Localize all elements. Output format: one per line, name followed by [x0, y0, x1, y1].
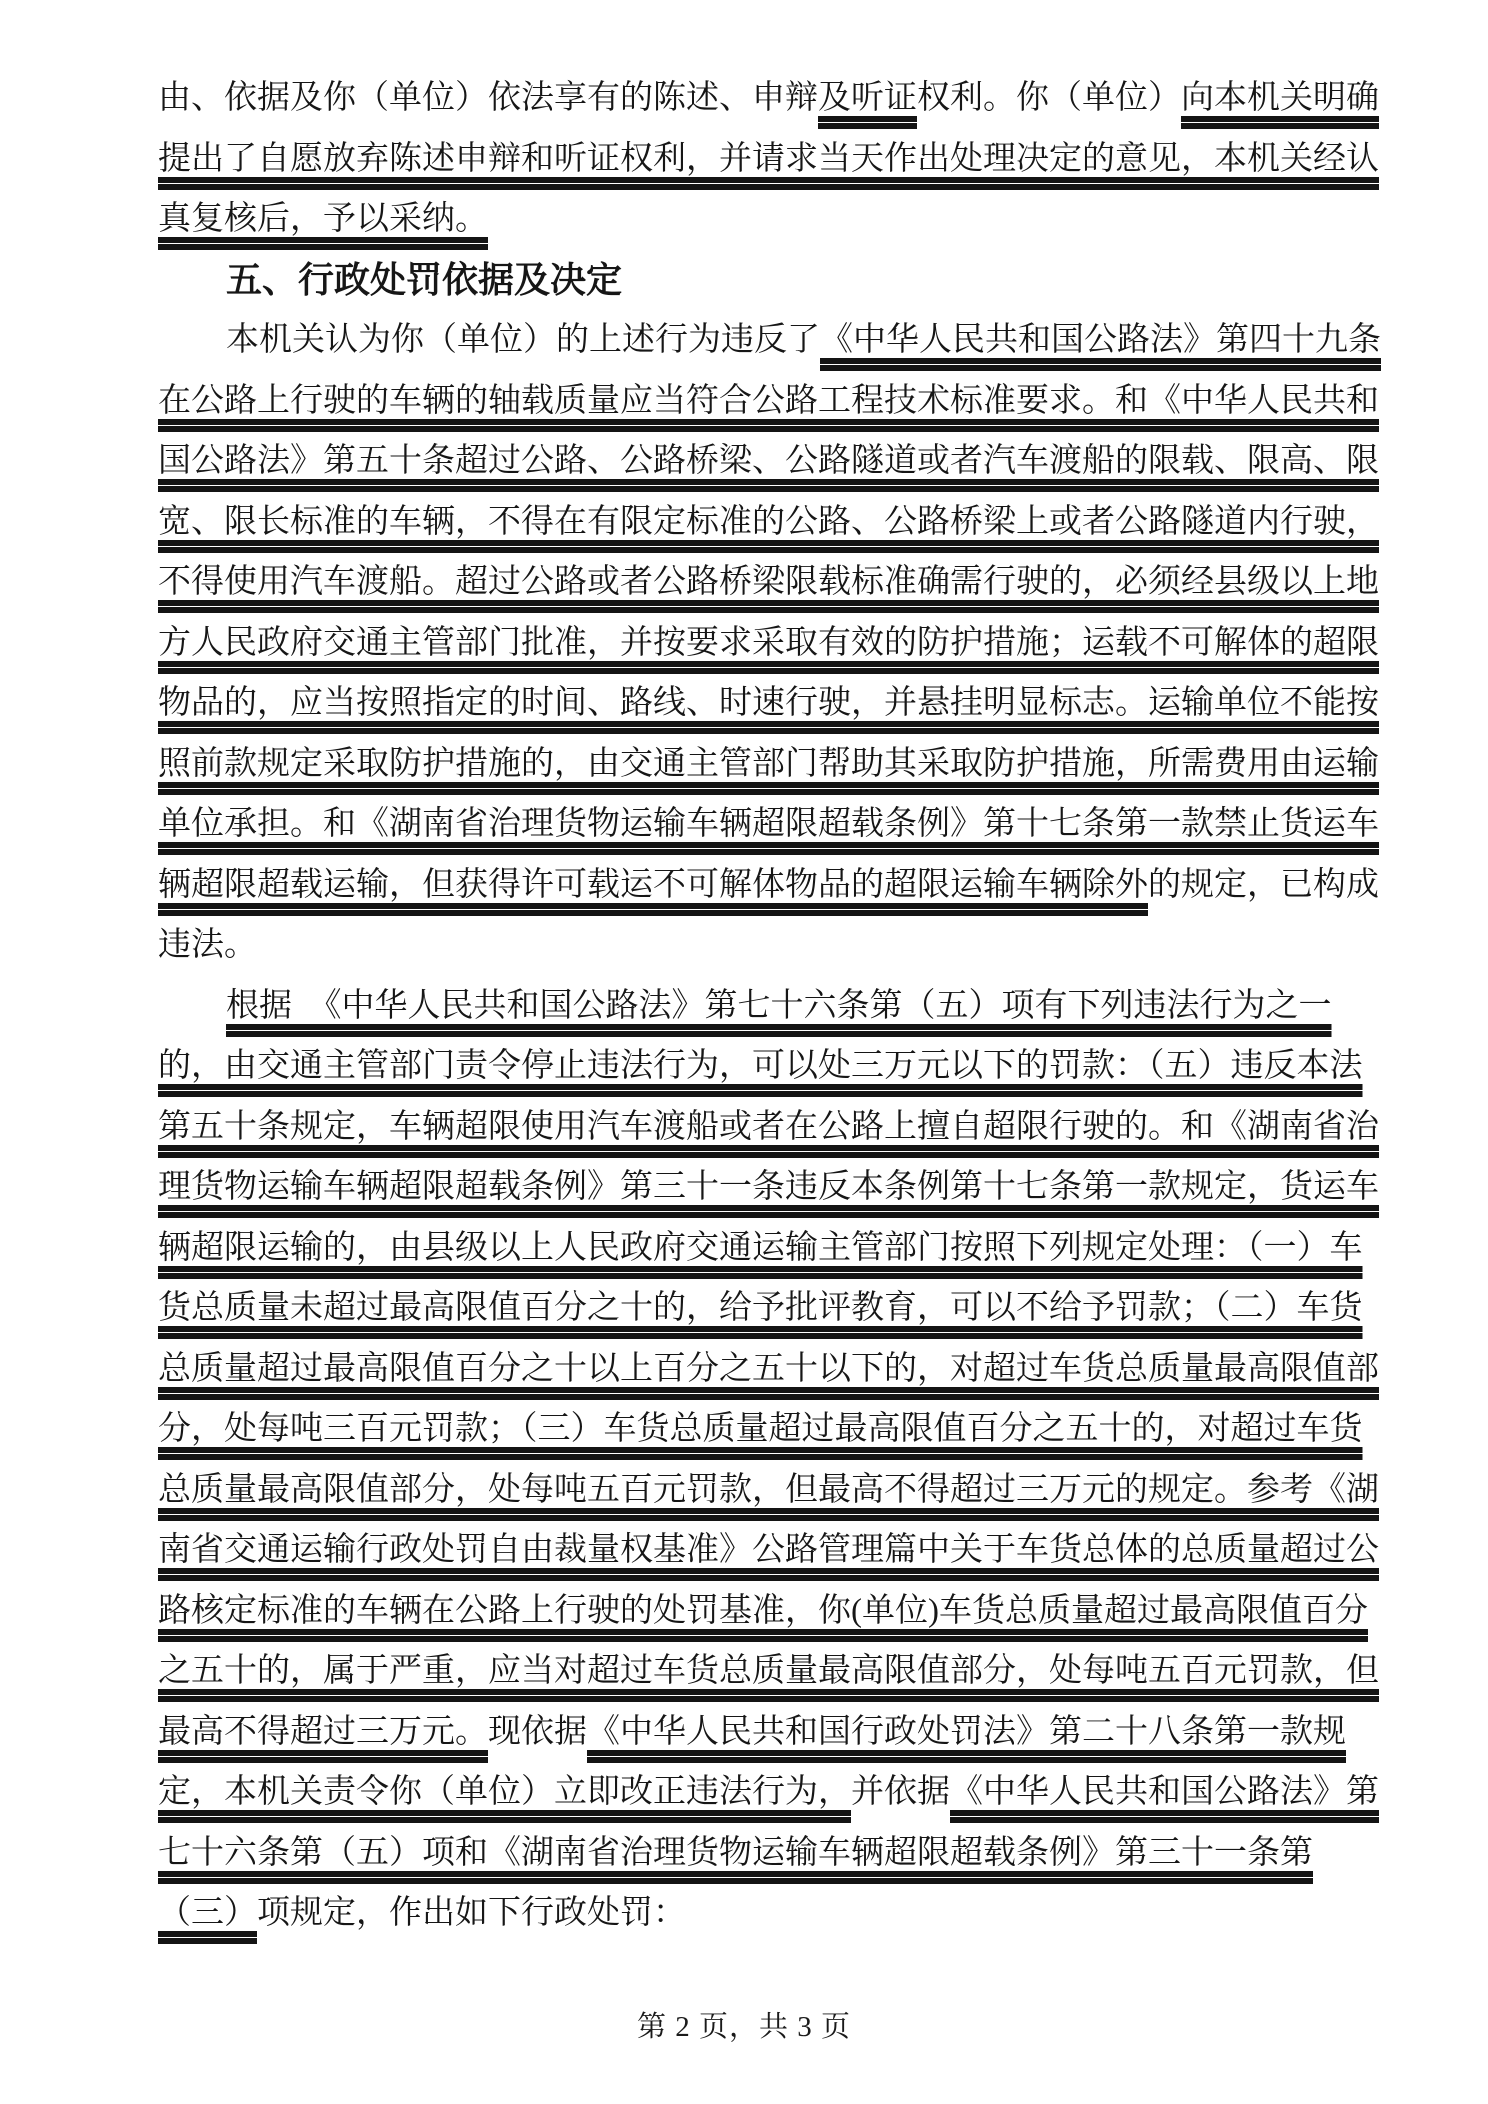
- text-line: [158, 1278, 1404, 1339]
- underlined-text-segment: 根据 《中华人民共和国公路法》第七十六条第（五）项有下列违法行为之一: [226, 987, 1332, 1024]
- underlined-text-segment: 最高不得超过三万元。: [158, 1713, 488, 1750]
- underlined-text-segment: 总质量超过最高限值百分之十以上百分之五十以下的，对超过车货总质量最高限值部: [158, 1350, 1379, 1387]
- page-number-footer: 第 2 页，共 3 页: [636, 2011, 851, 2043]
- text-line: [158, 310, 1404, 371]
- text-line: [158, 734, 1404, 795]
- text-line: [158, 1036, 1404, 1097]
- text-segment: 权利。你（单位）: [917, 80, 1181, 116]
- text-line: [158, 1218, 1404, 1279]
- underlined-text-segment: 第五十条规定，车辆超限使用汽车渡船或者在公路上擅自超限行驶的。和《湖南省治: [158, 1108, 1379, 1145]
- underlined-text-segment: 《中华人民共和国公路法》第: [950, 1774, 1379, 1810]
- underlined-text-segment: 理货物运输车辆超限超载条例》第三十一条违反本条例第十七条第一款规定，货运车: [158, 1169, 1379, 1205]
- underlined-text-segment: 在公路上行驶的车辆的轴载质量应当符合公路工程技术标准要求。和《中华人民共和: [158, 382, 1379, 419]
- text-line: [158, 1702, 1404, 1763]
- underlined-text-segment: 《中华人民共和国公路法》第四十九条: [820, 322, 1381, 358]
- underlined-text-segment: 南省交通运输行政处罚自由裁量权基准》公路管理篇中关于车货总体的总质量超过公: [158, 1532, 1379, 1568]
- text-line: [158, 1883, 1404, 1944]
- underlined-text-segment: 提出了自愿放弃陈述申辩和听证权利，并请求当天作出处理决定的意见，本机关经认: [158, 140, 1379, 177]
- text-line: [158, 129, 1404, 190]
- text-line: [158, 1520, 1404, 1581]
- text-line: [158, 915, 1404, 976]
- underlined-text-segment: 物品的，应当按照指定的时间、路线、时速行驶，并悬挂明显标志。运输单位不能按: [158, 685, 1379, 721]
- underlined-text-segment: 及听证: [818, 80, 917, 116]
- section-heading: [158, 250, 1404, 311]
- text-line: [158, 1460, 1404, 1521]
- underlined-text-segment: 辆超限运输的，由县级以上人民政府交通运输主管部门按照下列规定处理：（一）车: [158, 1229, 1363, 1266]
- text-segment: 本机关认为你（单位）的上述行为违反了: [226, 322, 820, 358]
- text-segment: 并依据: [851, 1774, 950, 1810]
- text-line: [158, 431, 1404, 492]
- text-segment: 的规定，已构成: [1148, 866, 1379, 903]
- text-segment: 由、依据及你（单位）依法享有的陈述、申辩: [158, 80, 818, 116]
- text-line: [158, 855, 1404, 916]
- underlined-text-segment: 货总质量未超过最高限值百分之十的，给予批评教育，可以不给予罚款；（二）车货: [158, 1290, 1363, 1326]
- underlined-text-segment: 照前款规定采取防护措施的，由交通主管部门帮助其采取防护措施，所需费用由运输: [158, 745, 1379, 782]
- underlined-text-segment: 向本机关明确: [1181, 80, 1379, 116]
- underlined-text-segment: 的，由交通主管部门责令停止违法行为，可以处三万元以下的罚款：（五）违反本法: [158, 1048, 1363, 1084]
- text-line: [158, 371, 1404, 432]
- text-line: [158, 794, 1404, 855]
- text-segment: 五、行政处罚依据及决定: [226, 259, 623, 300]
- text-segment: 项规定，作出如下行政处罚：: [257, 1895, 686, 1931]
- underlined-text-segment: 方人民政府交通主管部门批准，并按要求采取有效的防护措施；运载不可解体的超限: [158, 624, 1379, 661]
- text-line: [158, 492, 1404, 553]
- text-line: [158, 1157, 1404, 1218]
- underlined-text-segment: 单位承担。和《湖南省治理货物运输车辆超限超载条例》第十七条第一款禁止货运车: [158, 806, 1379, 842]
- text-line: [158, 552, 1404, 613]
- underlined-text-segment: 路核定标准的车辆在公路上行驶的处罚基准，你(单位)车货总质量超过最高限值百分: [158, 1592, 1368, 1629]
- underlined-text-segment: 分，处每吨三百元罚款；（三）车货总质量超过最高限值百分之五十的，对超过车货: [158, 1411, 1363, 1447]
- underlined-text-segment: 辆超限超载运输，但获得许可载运不可解体物品的超限运输车辆除外: [158, 866, 1148, 903]
- text-line: [158, 1762, 1404, 1823]
- text-line: [158, 1399, 1404, 1460]
- underlined-text-segment: 之五十的，属于严重，应当对超过车货总质量最高限值部分，处每吨五百元罚款，但: [158, 1653, 1379, 1689]
- underlined-text-segment: 总质量最高限值部分，处每吨五百元罚款，但最高不得超过三万元的规定。参考《湖: [158, 1471, 1379, 1508]
- underlined-text-segment: 不得使用汽车渡船。超过公路或者公路桥梁限载标准确需行驶的，必须经县级以上地: [158, 564, 1379, 600]
- underlined-text-segment: 七十六条第（五）项和《湖南省治理货物运输车辆超限超载条例》第三十一条第: [158, 1834, 1313, 1871]
- underlined-text-segment: 定，本机关责令你（单位）立即改正违法行为，: [158, 1774, 851, 1810]
- text-line: [158, 1581, 1404, 1642]
- text-line: [158, 976, 1404, 1037]
- text-line: [158, 1641, 1404, 1702]
- underlined-text-segment: 《中华人民共和国行政处罚法》第二十八条第一款规: [587, 1713, 1346, 1750]
- text-line: [158, 613, 1404, 674]
- underlined-text-segment: （三）: [158, 1895, 257, 1931]
- text-line: [158, 1339, 1404, 1400]
- text-line: [158, 68, 1404, 129]
- document-body: [158, 68, 1404, 1944]
- underlined-text-segment: 真复核后，予以采纳。: [158, 201, 488, 237]
- underlined-text-segment: 国公路法》第五十条超过公路、公路桥梁、公路隧道或者汽车渡船的限载、限高、限: [158, 443, 1379, 479]
- text-line: [158, 1097, 1404, 1158]
- underlined-text-segment: 宽、限长标准的车辆，不得在有限定标准的公路、公路桥梁上或者公路隧道内行驶，: [158, 503, 1379, 540]
- text-segment: 违法。: [158, 927, 257, 963]
- text-line: [158, 189, 1404, 250]
- text-line: [158, 673, 1404, 734]
- text-line: [158, 1823, 1404, 1884]
- text-segment: 现依据: [488, 1713, 587, 1750]
